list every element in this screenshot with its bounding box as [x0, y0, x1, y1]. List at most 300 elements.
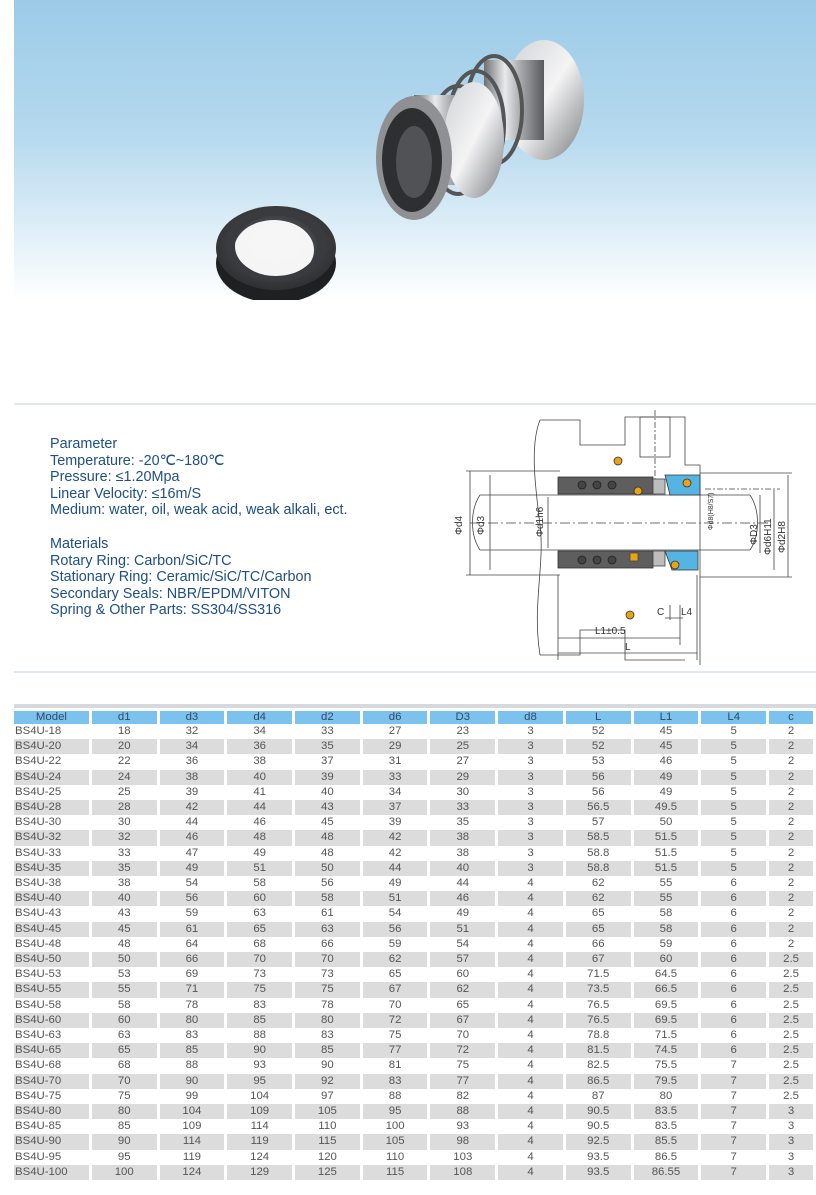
value-cell: 109	[227, 1104, 292, 1119]
value-cell: 76.5	[587, 998, 610, 1011]
value-cell: 58	[659, 907, 673, 920]
value-cell: 66.5	[634, 982, 699, 997]
value-cell: 49	[160, 861, 225, 876]
value-cell: 37	[363, 800, 428, 815]
table-row	[14, 937, 813, 952]
value-cell: 85	[160, 1043, 225, 1058]
value-cell: 49	[634, 770, 699, 785]
value-cell: 44	[185, 816, 199, 829]
value-cell: 104	[160, 1104, 225, 1119]
value-cell: 64.5	[654, 968, 678, 981]
value-cell: 51.5	[654, 846, 678, 859]
model-cell: BS4U-43	[15, 907, 62, 920]
value-cell: 58.8	[587, 846, 610, 859]
table-row	[14, 785, 813, 800]
value-cell: 3	[787, 1120, 795, 1133]
value-cell: 114	[250, 1120, 269, 1133]
value-cell: 49	[659, 785, 673, 798]
value-cell: 65	[388, 968, 402, 981]
value-cell: 110	[318, 1120, 337, 1133]
value-cell: 46	[253, 816, 266, 829]
value-cell: 49.5	[634, 800, 699, 815]
value-cell: 83	[363, 1074, 428, 1089]
value-cell: 58	[253, 877, 266, 890]
table-row	[14, 846, 813, 861]
parameter-linear-velocity: Linear Velocity: ≤16m/S	[50, 485, 202, 502]
value-cell: 6	[730, 998, 737, 1011]
parameter-pressure: Pressure: ≤1.20Mpa	[50, 469, 180, 486]
model-cell: BS4U-95	[15, 1150, 62, 1163]
value-cell: 28	[92, 800, 157, 815]
value-cell: 3	[498, 770, 563, 785]
value-cell: 88	[388, 1089, 402, 1102]
specs-block	[50, 436, 348, 619]
value-cell: 45	[321, 816, 334, 829]
value-cell: 29	[430, 770, 495, 785]
value-cell: 90	[227, 1043, 292, 1058]
value-cell: 85	[227, 1013, 292, 1028]
label-d4: Φd4	[454, 515, 465, 535]
value-cell: 54	[456, 937, 470, 950]
value-cell: 90.5	[587, 1120, 610, 1133]
value-cell: 36	[185, 755, 199, 768]
model-cell: BS4U-38	[15, 877, 62, 890]
value-cell: 129	[227, 1165, 292, 1180]
value-cell: 6	[701, 1043, 766, 1058]
value-cell: 4	[527, 1120, 534, 1133]
value-cell: 25	[430, 739, 495, 754]
table-body	[14, 724, 813, 1180]
value-cell: 4	[527, 968, 534, 981]
value-cell: 59	[185, 907, 199, 920]
value-cell: 2	[787, 877, 795, 890]
value-cell: 97	[321, 1089, 334, 1102]
value-cell: 40	[321, 785, 334, 798]
value-cell: 3	[769, 1134, 813, 1149]
value-cell: 50	[92, 952, 157, 967]
value-cell: 4	[498, 1104, 563, 1119]
value-cell: 4	[527, 1029, 534, 1042]
value-cell: 62	[430, 982, 495, 997]
value-cell: 69.5	[634, 1013, 699, 1028]
value-cell: 95	[117, 1150, 131, 1163]
value-cell: 88	[430, 1104, 495, 1119]
value-cell: 3	[527, 846, 534, 859]
value-cell: 65	[227, 922, 292, 937]
value-cell: 42	[160, 800, 225, 815]
value-cell: 3	[498, 739, 563, 754]
value-cell: 6	[730, 877, 737, 890]
model-cell: BS4U-24	[14, 770, 89, 785]
label-d8: Φd8(H8/S7)	[708, 492, 715, 530]
model-cell: BS4U-50	[14, 952, 89, 967]
model-cell: BS4U-85	[15, 1120, 62, 1133]
seal-cross-section-diagram	[440, 405, 816, 667]
section-divider	[14, 671, 816, 673]
value-cell: 38	[160, 770, 225, 785]
value-cell: 3	[527, 816, 534, 829]
value-cell: 78	[185, 998, 199, 1011]
value-cell: 67	[566, 952, 631, 967]
value-cell: 85	[117, 1120, 131, 1133]
value-cell: 38	[456, 846, 470, 859]
model-cell: BS4U-45	[14, 922, 89, 937]
value-cell: 70	[92, 1074, 157, 1089]
value-cell: 2	[787, 816, 795, 829]
value-cell: 3	[498, 800, 563, 815]
value-cell: 2.5	[769, 952, 813, 967]
parameter-heading: Parameter	[50, 436, 118, 452]
column-header-d6: d6	[363, 711, 428, 724]
column-header-l4: L4	[701, 711, 766, 724]
column-header-c: c	[769, 711, 813, 724]
value-cell: 7	[730, 1150, 737, 1163]
value-cell: 83.5	[654, 1120, 678, 1133]
value-cell: 5	[730, 725, 737, 737]
model-cell: BS4U-68	[15, 1059, 62, 1072]
value-cell: 4	[498, 891, 563, 906]
value-cell: 75	[456, 1059, 470, 1072]
table-row	[14, 891, 813, 906]
value-cell: 65	[92, 1043, 157, 1058]
value-cell: 3	[787, 1150, 795, 1163]
value-cell: 6	[701, 922, 766, 937]
value-cell: 49	[456, 907, 470, 920]
value-cell: 77	[430, 1074, 495, 1089]
table-row	[14, 1119, 813, 1134]
value-cell: 40	[92, 891, 157, 906]
value-cell: 55	[634, 891, 699, 906]
value-cell: 2.5	[783, 1059, 799, 1072]
value-cell: 40	[227, 770, 292, 785]
parameter-medium: Medium: water, oil, weak acid, weak alkali, ect.	[50, 502, 348, 519]
value-cell: 67	[430, 1013, 495, 1028]
model-cell: BS4U-63	[15, 1029, 62, 1042]
value-cell: 63	[253, 907, 266, 920]
value-cell: 74.5	[634, 1043, 699, 1058]
value-cell: 75	[295, 982, 360, 997]
table-row	[14, 770, 813, 785]
table-row	[14, 800, 813, 815]
value-cell: 119	[182, 1150, 202, 1163]
value-cell: 23	[456, 725, 470, 737]
value-cell: 81.5	[566, 1043, 631, 1058]
value-cell: 73.5	[566, 982, 631, 997]
value-cell: 6	[701, 952, 766, 967]
value-cell: 4	[498, 1134, 563, 1149]
value-cell: 7	[701, 1165, 766, 1180]
value-cell: 86.55	[634, 1165, 699, 1180]
value-cell: 4	[527, 907, 534, 920]
value-cell: 3	[527, 725, 534, 737]
value-cell: 62	[363, 952, 428, 967]
value-cell: 30	[117, 816, 131, 829]
value-cell: 71.5	[587, 968, 610, 981]
label-L1: L1±0.5	[595, 626, 626, 637]
parameter-temperature: Temperature: -20℃~180℃	[50, 452, 225, 469]
value-cell: 48	[117, 937, 131, 950]
value-cell: 75.5	[654, 1059, 678, 1072]
value-cell: 6	[701, 982, 766, 997]
value-cell: 33	[430, 800, 495, 815]
model-cell: BS4U-20	[14, 739, 89, 754]
value-cell: 4	[498, 982, 563, 997]
material-rotary-ring: Rotary Ring: Carbon/SiC/TC	[50, 552, 232, 569]
value-cell: 2	[769, 800, 813, 815]
value-cell: 99	[185, 1089, 199, 1102]
value-cell: 36	[227, 739, 292, 754]
value-cell: 49	[388, 877, 402, 890]
value-cell: 79.5	[634, 1074, 699, 1089]
value-cell: 24	[92, 770, 157, 785]
value-cell: 87	[591, 1089, 605, 1102]
column-header-model: Model	[14, 711, 89, 724]
value-cell: 75	[227, 982, 292, 997]
table-row	[14, 1058, 813, 1073]
o-ring-icon	[634, 487, 642, 495]
dimension-table-container	[14, 704, 816, 1180]
value-cell: 56	[160, 891, 225, 906]
value-cell: 58	[295, 891, 360, 906]
column-header-d3: d3	[160, 711, 225, 724]
value-cell: 2	[787, 725, 795, 737]
value-cell: 83	[253, 998, 266, 1011]
value-cell: 110	[386, 1150, 405, 1163]
value-cell: 41	[253, 785, 266, 798]
o-ring-icon	[614, 457, 622, 465]
value-cell: 60	[227, 891, 292, 906]
label-c: C	[657, 607, 665, 618]
value-cell: 124	[160, 1165, 225, 1180]
value-cell: 100	[92, 1165, 157, 1180]
model-cell: BS4U-55	[14, 982, 89, 997]
value-cell: 66	[591, 937, 605, 950]
value-cell: 46	[160, 830, 225, 845]
value-cell: 115	[295, 1134, 360, 1149]
value-cell: 53	[117, 968, 131, 981]
value-cell: 5	[730, 755, 737, 768]
model-cell: BS4U-90	[14, 1134, 89, 1149]
value-cell: 45	[634, 739, 699, 754]
value-cell: 85	[295, 1043, 360, 1058]
o-ring-icon	[683, 479, 691, 487]
value-cell: 88	[253, 1029, 266, 1042]
value-cell: 69.5	[654, 998, 678, 1011]
value-cell: 38	[253, 755, 266, 768]
value-cell: 56	[321, 877, 334, 890]
value-cell: 56	[566, 770, 631, 785]
value-cell: 6	[701, 1013, 766, 1028]
value-cell: 6	[730, 907, 737, 920]
table-row	[14, 1104, 813, 1119]
value-cell: 115	[363, 1165, 428, 1180]
value-cell: 85.5	[634, 1134, 699, 1149]
value-cell: 4	[527, 1150, 534, 1163]
table-row	[14, 1028, 813, 1043]
model-cell: BS4U-22	[15, 755, 62, 768]
value-cell: 46	[659, 755, 673, 768]
value-cell: 7	[730, 1089, 737, 1102]
dimension-table	[11, 711, 816, 1180]
value-cell: 50	[295, 861, 360, 876]
value-cell: 35	[295, 739, 360, 754]
o-ring-icon	[671, 561, 679, 569]
value-cell: 2	[769, 830, 813, 845]
value-cell: 31	[388, 755, 402, 768]
value-cell: 51.5	[634, 861, 699, 876]
value-cell: 2.5	[783, 998, 799, 1011]
model-cell: BS4U-40	[14, 891, 89, 906]
value-cell: 56	[363, 922, 428, 937]
value-cell: 48	[295, 830, 360, 845]
value-cell: 65	[591, 907, 605, 920]
value-cell: 75	[388, 1029, 402, 1042]
value-cell: 27	[456, 755, 470, 768]
value-cell: 109	[182, 1120, 202, 1133]
model-cell: BS4U-80	[14, 1104, 89, 1119]
value-cell: 4	[498, 1043, 563, 1058]
value-cell: 63	[295, 922, 360, 937]
material-spring-parts: Spring & Other Parts: SS304/SS316	[50, 602, 282, 619]
value-cell: 39	[295, 770, 360, 785]
value-cell: 83	[185, 1029, 199, 1042]
value-cell: 3	[769, 1104, 813, 1119]
value-cell: 32	[92, 830, 157, 845]
value-cell: 59	[659, 937, 673, 950]
column-header-d2: d2	[295, 711, 360, 724]
model-cell: BS4U-70	[14, 1074, 89, 1089]
value-cell: 3	[498, 861, 563, 876]
value-cell: 60	[92, 1013, 157, 1028]
value-cell: 32	[185, 725, 199, 737]
value-cell: 4	[527, 877, 534, 890]
model-cell: BS4U-48	[15, 937, 62, 950]
materials-heading: Materials	[50, 535, 109, 552]
value-cell: 51	[227, 861, 292, 876]
value-cell: 33	[117, 846, 131, 859]
model-cell: BS4U-32	[14, 830, 89, 845]
table-header-row	[14, 711, 813, 724]
value-cell: 45	[92, 922, 157, 937]
value-cell: 18	[117, 725, 131, 737]
value-cell: 35	[456, 816, 470, 829]
value-cell: 2.5	[783, 1029, 799, 1042]
value-cell: 100	[385, 1120, 405, 1133]
stationary-seat-image	[216, 206, 336, 300]
table-row	[14, 830, 813, 845]
value-cell: 25	[117, 785, 131, 798]
value-cell: 71.5	[654, 1029, 678, 1042]
value-cell: 3	[527, 785, 534, 798]
value-cell: 62	[591, 877, 605, 890]
value-cell: 68	[117, 1059, 131, 1072]
value-cell: 66	[321, 937, 334, 950]
value-cell: 34	[253, 725, 266, 737]
value-cell: 93	[456, 1120, 470, 1133]
value-cell: 90	[92, 1134, 157, 1149]
value-cell: 61	[160, 922, 225, 937]
value-cell: 56.5	[566, 800, 631, 815]
table-row	[14, 1013, 813, 1028]
value-cell: 58.5	[566, 830, 631, 845]
value-cell: 59	[388, 937, 402, 950]
value-cell: 3	[769, 1165, 813, 1180]
value-cell: 51	[363, 891, 428, 906]
value-cell: 61	[321, 907, 334, 920]
value-cell: 86.5	[566, 1074, 631, 1089]
column-header-d1: d1	[92, 711, 157, 724]
value-cell: 95	[227, 1074, 292, 1089]
value-cell: 52	[591, 725, 605, 737]
value-cell: 63	[117, 1029, 131, 1042]
value-cell: 55	[659, 877, 673, 890]
value-cell: 104	[250, 1089, 270, 1102]
value-cell: 5	[701, 800, 766, 815]
column-header-l1: L1	[634, 711, 699, 724]
model-cell: BS4U-28	[14, 800, 89, 815]
value-cell: 81	[388, 1059, 402, 1072]
model-cell: BS4U-58	[15, 998, 62, 1011]
value-cell: 5	[701, 739, 766, 754]
value-cell: 88	[185, 1059, 199, 1072]
label-L: L	[625, 642, 631, 653]
table-row	[14, 724, 813, 739]
value-cell: 120	[317, 1150, 337, 1163]
value-cell: 38	[117, 877, 131, 890]
model-cell: BS4U-60	[14, 1013, 89, 1028]
value-cell: 119	[227, 1134, 292, 1149]
model-cell: BS4U-33	[15, 846, 62, 859]
value-cell: 2.5	[783, 968, 799, 981]
value-cell: 64	[185, 937, 199, 950]
value-cell: 78.8	[587, 1029, 610, 1042]
column-header-d8: d8	[498, 711, 563, 724]
value-cell: 48	[227, 830, 292, 845]
table-row	[14, 967, 813, 982]
value-cell: 44	[363, 861, 428, 876]
value-cell: 103	[453, 1150, 473, 1163]
value-cell: 2	[787, 937, 795, 950]
value-cell: 30	[456, 785, 470, 798]
table-row	[14, 739, 813, 754]
table-row	[14, 906, 813, 921]
value-cell: 3	[527, 755, 534, 768]
value-cell: 70	[227, 952, 292, 967]
value-cell: 65	[566, 922, 631, 937]
value-cell: 47	[185, 846, 199, 859]
value-cell: 22	[117, 755, 131, 768]
value-cell: 95	[363, 1104, 428, 1119]
value-cell: 7	[730, 1059, 737, 1072]
value-cell: 51	[430, 922, 495, 937]
value-cell: 66	[160, 952, 225, 967]
value-cell: 5	[701, 861, 766, 876]
value-cell: 54	[388, 907, 402, 920]
value-cell: 4	[498, 1074, 563, 1089]
value-cell: 90	[321, 1059, 334, 1072]
value-cell: 4	[527, 998, 534, 1011]
table-top-bar	[14, 704, 816, 708]
value-cell: 58	[634, 922, 699, 937]
value-cell: 62	[566, 891, 631, 906]
value-cell: 70	[295, 952, 360, 967]
value-cell: 70	[388, 998, 402, 1011]
value-cell: 4	[527, 1089, 534, 1102]
value-cell: 90	[160, 1074, 225, 1089]
value-cell: 58.8	[566, 861, 631, 876]
label-d1: Φd1h6	[535, 506, 546, 537]
value-cell: 50	[659, 816, 673, 829]
